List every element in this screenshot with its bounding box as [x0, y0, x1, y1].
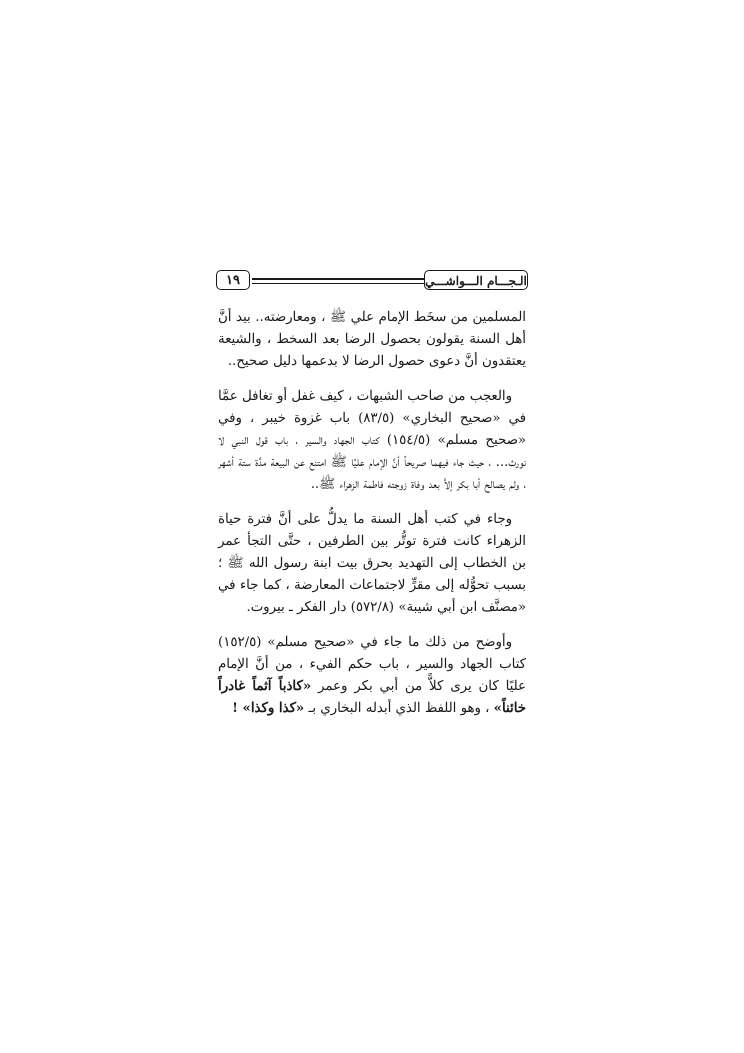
- page-body: [218, 307, 526, 720]
- paragraph-4-text-before: وأوضح من ذلك ما جاء في «صحيح مسلم» (١٥٢/٥) كتاب الجهاد والسير ، باب حكم الفيء ، من أنَّ الإمام عليًا كان يرى كلاًّ من أبي بكر وعمر: [218, 634, 526, 695]
- running-title: الـجـــام الـــواشـــي: [424, 270, 528, 290]
- paragraph-2: والعجب من صاحب الشبهات ، كيف غفل أو تغافل عمَّا في «صحيح البخاري» (٨٣/٥) باب غزوة خيبر ، وفي «صحيح مسلم» (١٥٤/٥) كتاب الجهاد والسير ، باب قول النبي لا نورث... ، حيث جاء فيهما صريحاً أنَّ الإمام عليًا ﷺ امتنع عن البيعة مدَّة ستة أشهر ، ولم يصالح أبا بكر إلاَّ بعد وفاة زوجته فاطمة الزهراء ﷺ..: [218, 388, 526, 493]
- header-rule: [252, 278, 424, 280]
- page-number: ١٩: [216, 270, 250, 290]
- paragraph-4-text-middle: ، وهو اللفظ الذي أبدله البخاري بـ: [304, 701, 494, 717]
- page-header: [216, 270, 528, 292]
- paragraph-4-bold-quote-1: «كاذباً آثماً غادراً خائناً»: [218, 679, 526, 717]
- paragraph-4-bold-quote-2: «كذا وكذا» !: [232, 701, 305, 717]
- paragraph-3: وجاء في كتب أهل السنة ما يدلُّ على أنَّ فترة حياة الزهراء كانت فترة توتُّر بين الطرفين ، حتَّى التجأ عمر بن الخطاب إلى التهديد بحرق بيت ابنة رسول الله ﷺ ؛ بسبب تحوُّله إلى مقرٍّ لاجتماعات المعارضة ، كما جاء في «مصنَّف ابن أبي شيبة» (٥٧٢/٨) دار الفكر ـ بيروت.: [218, 511, 526, 616]
- paragraph-1: المسلمين من سخَط الإمام علي ﷺ ، ومعارضته.. بيد أنَّ أهل السنة يقولون بحصول الرضا بعد السخط ، والشيعة يعتقدون أنَّ دعوى حصول الرضا لا بدعمها دليل صحيح..: [218, 310, 526, 370]
- paragraph-4: [218, 632, 526, 721]
